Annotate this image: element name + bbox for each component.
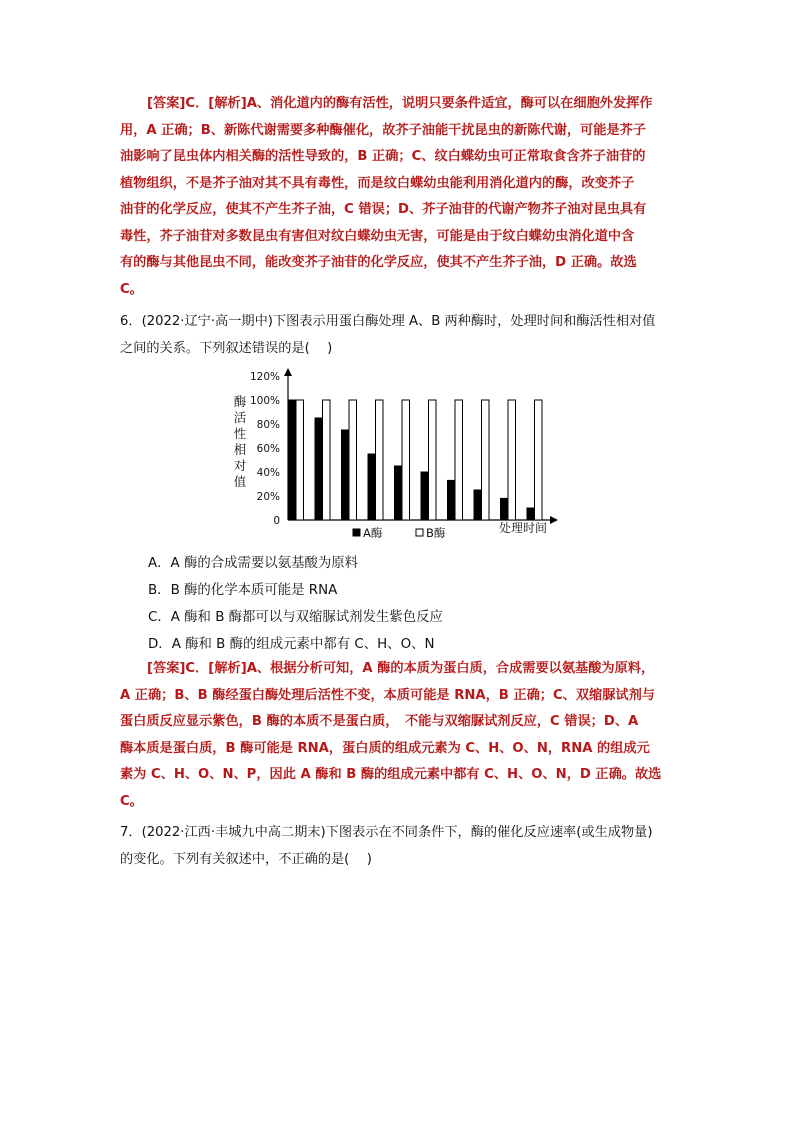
bar-a-enzyme bbox=[474, 490, 482, 520]
answer-5-line: 油苷的化学反应，使其不产生芥子油，C 错误；D、芥子油苷的代谢产物芥子油对昆虫具有 bbox=[120, 202, 647, 217]
bar-a-enzyme bbox=[342, 430, 350, 520]
option-c: C．A 酶和 B 酶都可以与双缩脲试剂发生紫色反应 bbox=[148, 610, 443, 625]
y-tick-label: 80% bbox=[256, 419, 280, 431]
answer-5-line: 植物组织，不是芥子油对其不具有毒性，而是纹白蝶幼虫能利用消化道内的酶，改变芥子 bbox=[120, 175, 635, 191]
y-tick-label: 100% bbox=[249, 395, 280, 407]
legend-label: A酶 bbox=[363, 526, 383, 540]
y-axis-ticks bbox=[250, 371, 280, 527]
x-axis-arrow bbox=[550, 516, 558, 524]
y-axis-label-char: 值 bbox=[233, 474, 247, 489]
bar-b-enzyme bbox=[508, 400, 516, 520]
question-6 bbox=[120, 309, 680, 362]
answer-6-line: [答案]C．[解析]A、根据分析可知，A 酶的本质为蛋白质，合成需要以氨基酸为原料， bbox=[147, 661, 655, 676]
answer-5 bbox=[120, 91, 680, 303]
y-tick-label: 20% bbox=[256, 491, 280, 503]
option-d: D．A 酶和 B 酶的组成元素中都有 C、H、O、N bbox=[148, 637, 435, 652]
enzyme-activity-chart bbox=[228, 368, 568, 544]
question-7-line: 7．(2022·江西·丰城九中高二期末)下图表示在不同条件下，酶的催化反应速率(或生成物量) bbox=[120, 825, 653, 840]
option-a: A．A 酶的合成需要以氨基酸为原料 bbox=[148, 556, 359, 571]
bar-b-enzyme bbox=[535, 400, 543, 520]
bar-a-enzyme bbox=[315, 418, 323, 520]
bar-a-enzyme bbox=[368, 454, 376, 520]
answer-6-line: C。 bbox=[120, 793, 143, 809]
x-axis-label: 处理时间 bbox=[498, 521, 548, 535]
bar-a-enzyme bbox=[289, 400, 297, 520]
answer-6-line: 蛋白质反应显示紫色，B 酶的本质不是蛋白质， 不能与双缩脲试剂反应，C 错误；D、A bbox=[120, 714, 639, 729]
bar-a-enzyme bbox=[501, 498, 509, 520]
chart-bars bbox=[289, 400, 543, 520]
y-tick-label: 40% bbox=[256, 467, 280, 479]
question-6-line: 6．(2022·辽宁·高一期中)下图表示用蛋白酶处理 A、B 两种酶时，处理时间和酶活性相对值 bbox=[120, 314, 656, 329]
y-axis-label bbox=[234, 394, 247, 489]
option-b: B．B 酶的化学本质可能是 RNA bbox=[148, 583, 338, 598]
bar-b-enzyme bbox=[402, 400, 410, 520]
y-axis-label-char: 酶 bbox=[233, 394, 247, 409]
answer-5-line: C。 bbox=[120, 281, 143, 297]
bar-b-enzyme bbox=[349, 400, 357, 520]
legend-swatch bbox=[353, 529, 360, 536]
y-axis-label-char: 对 bbox=[233, 458, 247, 473]
bar-b-enzyme bbox=[296, 400, 304, 520]
y-axis-arrow bbox=[284, 368, 292, 376]
y-axis-label-char: 性 bbox=[233, 426, 247, 441]
bar-b-enzyme bbox=[376, 400, 384, 520]
answer-5-line: 毒性，芥子油苷对多数昆虫有害但对纹白蝶幼虫无害，可能是由于纹白蝶幼虫消化道中含 bbox=[120, 228, 635, 244]
bar-a-enzyme bbox=[448, 480, 456, 520]
answer-6 bbox=[120, 656, 680, 815]
answer-5-line: [答案]C．[解析]A、消化道内的酶有活性，说明只要条件适宜，酶可以在细胞外发挥作 bbox=[147, 96, 653, 111]
y-axis-label-char: 相 bbox=[233, 442, 247, 457]
y-tick-label: 120% bbox=[249, 371, 280, 383]
y-axis-label-char: 活 bbox=[233, 410, 247, 425]
answer-5-line: 有的酶与其他昆虫不同，能改变芥子油苷的化学反应，使其不产生芥子油，D 正确。故选 bbox=[120, 255, 637, 270]
answer-5-line: 油影响了昆虫体内相关酶的活性导致的，B 正确；C、纹白蝶幼虫可正常取食含芥子油苷的 bbox=[120, 149, 646, 164]
answer-6-line: A 正确；B、B 酶经蛋白酶处理后活性不变，本质可能是 RNA，B 正确；C、双缩脲试剂与 bbox=[120, 687, 655, 703]
y-tick-label: 0 bbox=[273, 515, 280, 527]
legend-label: B酶 bbox=[426, 526, 446, 540]
bar-b-enzyme bbox=[429, 400, 437, 520]
answer-6-line: 素为 C、H、O、N、P，因此 A 酶和 B 酶的组成元素中都有 C、H、O、N，D 正确。故选 bbox=[120, 767, 662, 782]
bar-a-enzyme bbox=[395, 466, 403, 520]
bar-a-enzyme bbox=[421, 472, 429, 520]
chart-legend bbox=[353, 526, 446, 540]
answer-6-line: 酶本质是蛋白质，B 酶可能是 RNA，蛋白质的组成元素为 C、H、O、N，RNA 的组成元 bbox=[120, 740, 650, 756]
bar-b-enzyme bbox=[455, 400, 463, 520]
bar-a-enzyme bbox=[527, 508, 535, 520]
question-7-line: 的变化。下列有关叙述中，不正确的是( ) bbox=[120, 851, 372, 867]
bar-b-enzyme bbox=[323, 400, 331, 520]
legend-swatch bbox=[416, 529, 423, 536]
answer-5-line: 用，A 正确；B、新陈代谢需要多种酶催化，故芥子油能干扰昆虫的新陈代谢，可能是芥子 bbox=[120, 122, 646, 138]
question-6-line: 之间的关系。下列叙述错误的是( ) bbox=[120, 340, 333, 356]
y-tick-label: 60% bbox=[256, 443, 280, 455]
bar-b-enzyme bbox=[482, 400, 490, 520]
question-7 bbox=[120, 820, 680, 873]
